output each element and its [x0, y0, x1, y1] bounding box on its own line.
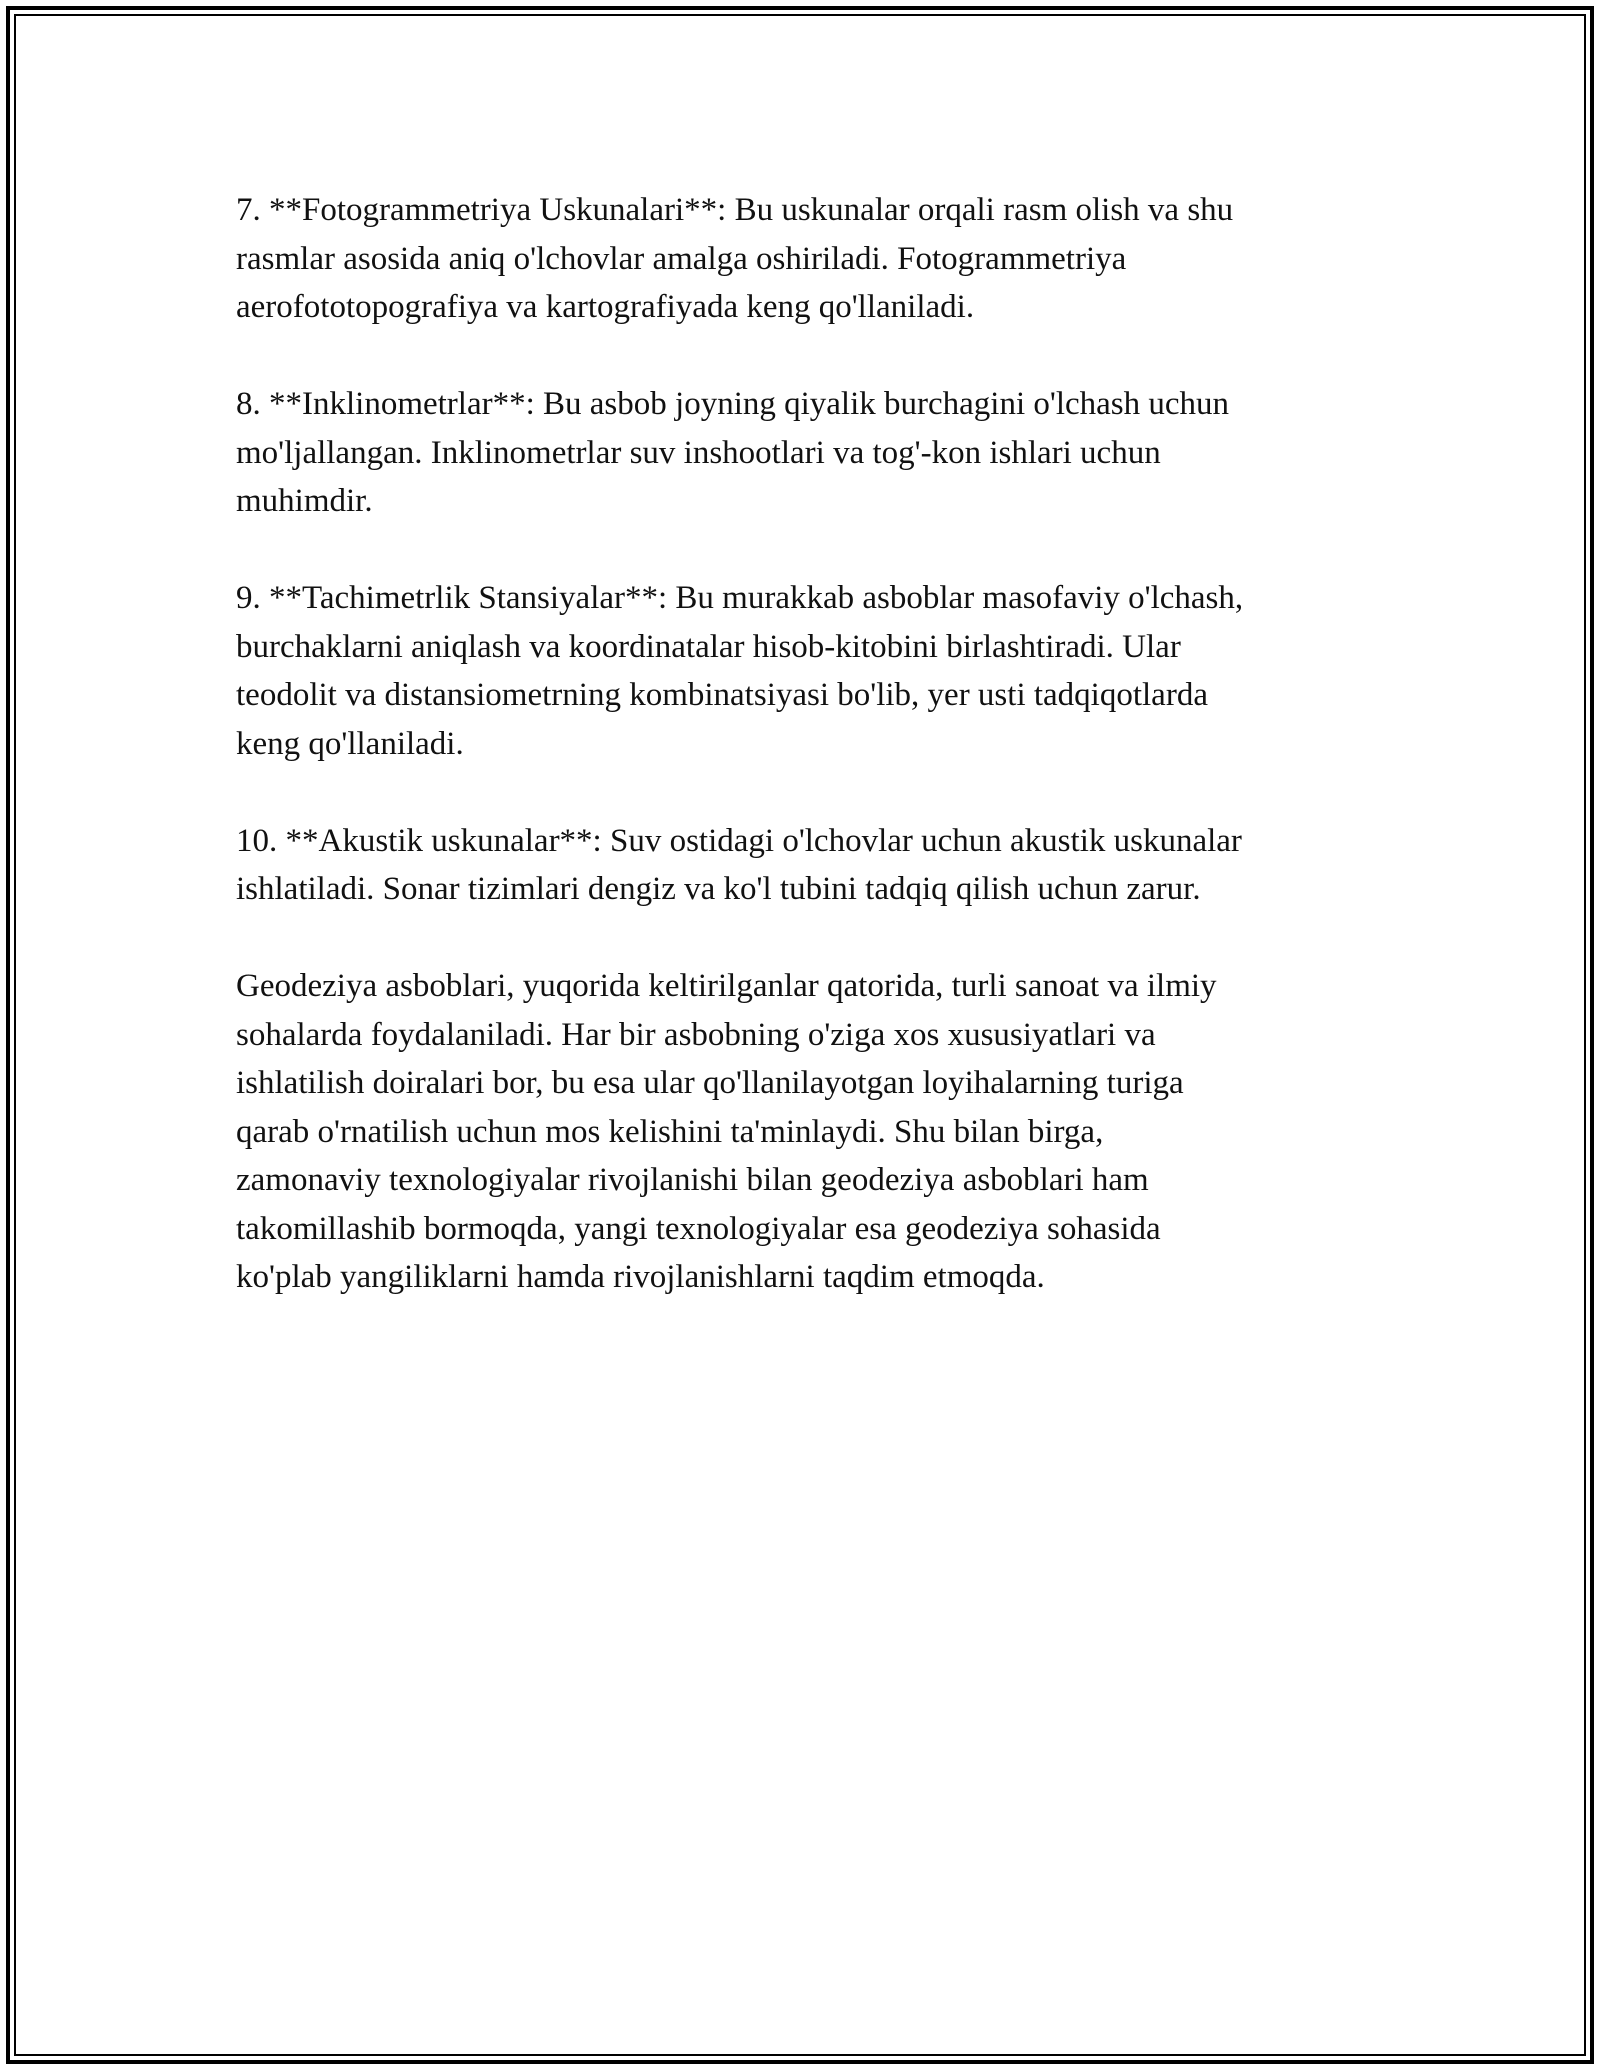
document-body	[236, 186, 1376, 1350]
paragraph-tacheometric-stations: 9. **Tachimetrlik Stansiyalar**: Bu murakkab asboblar masofaviy o'lchash, burchaklarni aniqlash va koordinatalar hisob-kitobini birlashtiradi. Ular teodolit va distansiometrning kombinatsiyasi bo'lib, yer usti tadqiqotlarda keng qo'llaniladi.	[236, 580, 1244, 762]
paragraph-conclusion: Geodeziya asboblari, yuqorida keltirilganlar qatorida, turli sanoat va ilmiy sohalarda foydalaniladi. Har bir asbobning o'ziga xos xususiyatlari va ishlatilish doiralari bor, bu esa ular qo'llanilayotgan loyihalarning turiga qarab o'rnatilish uchun mos kelishini ta'minlaydi. Shu bilan birga, zamonaviy texnologiyalar rivojlanishi bilan geodeziya asboblari ham takomillashib bormoqda, yangi texnologiyalar esa geodeziya sohasida ko'plab yangiliklarni hamda rivojlanishlarni taqdim etmoqda.	[236, 968, 1217, 1295]
paragraph-acoustic-equipment: 10. **Akustik uskunalar**: Suv ostidagi o'lchovlar uchun akustik uskunalar ishlatiladi. Sonar tizimlari dengiz va ko'l tubini tadqiq qilish uchun zarur.	[236, 822, 1242, 907]
paragraph-photogrammetry: 7. **Fotogrammetriya Uskunalari**: Bu uskunalar orqali rasm olish va shu rasmlar asosida aniq o'lchovlar amalga oshiriladi. Fotogrammetriya aerofototopografiya va kartografiyada keng qo'llaniladi.	[236, 192, 1234, 325]
paragraph-inclinometers: 8. **Inklinometrlar**: Bu asbob joyning qiyalik burchagini o'lchash uchun mo'ljallangan. Inklinometrlar suv inshootlari va tog'-kon ishlari uchun muhimdir.	[236, 386, 1230, 519]
